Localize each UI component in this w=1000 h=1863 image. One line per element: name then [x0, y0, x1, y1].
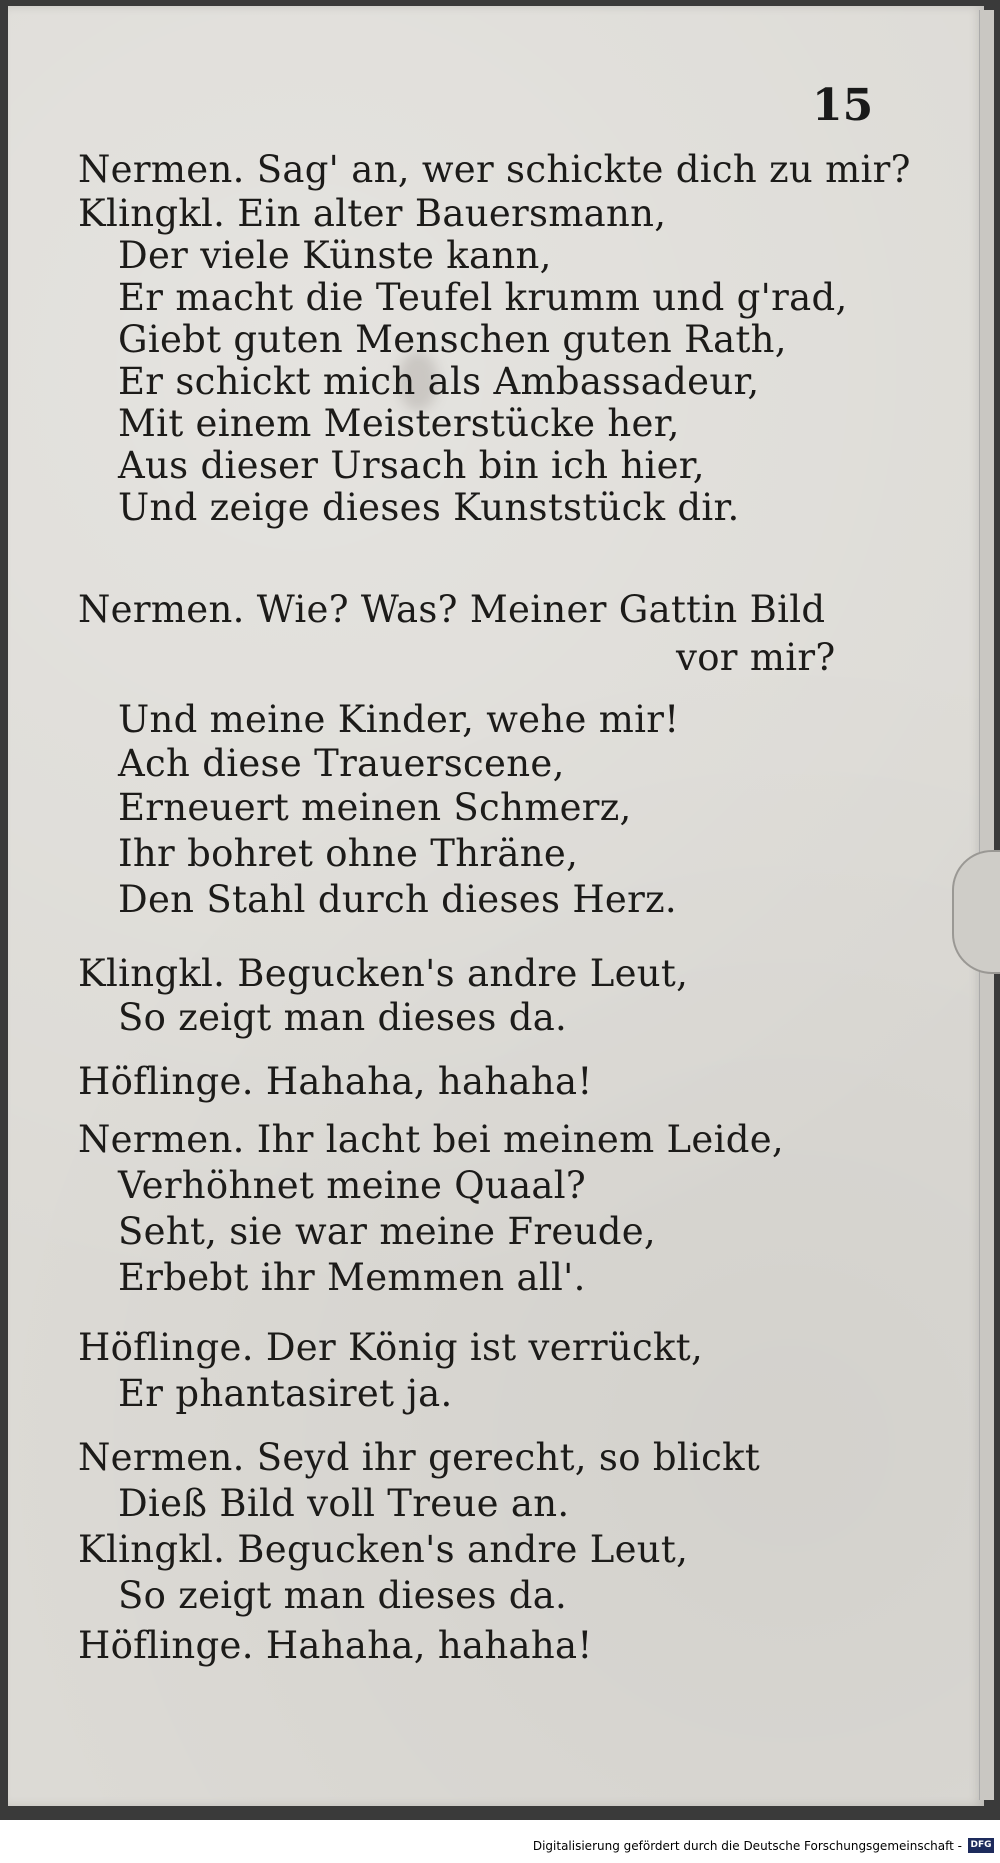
text-line: So zeigt man dieses da. — [118, 1574, 568, 1617]
text-line: Klingkl. Begucken's andre Leut, — [78, 1528, 689, 1571]
text-line: Höflinge. Hahaha, hahaha! — [78, 1060, 593, 1103]
text-line: Höflinge. Hahaha, hahaha! — [78, 1624, 593, 1667]
text-line: Nermen. Seyd ihr gerecht, so blickt — [78, 1436, 760, 1479]
text-line: vor mir? — [676, 636, 836, 679]
dfg-logo: DFG — [968, 1838, 994, 1853]
clip-tab — [952, 850, 1000, 974]
page-number: 15 — [812, 80, 874, 131]
text-line: Ihr bohret ohne Thräne, — [118, 832, 579, 875]
text-line: Nermen. Wie? Was? Meiner Gattin Bild — [78, 588, 826, 631]
text-line: So zeigt man dieses da. — [118, 996, 568, 1039]
text-line: Erneuert meinen Schmerz, — [118, 786, 632, 829]
text-line: Den Stahl durch dieses Herz. — [118, 878, 677, 921]
text-line: Seht, sie war meine Freude, — [118, 1210, 656, 1253]
text-line: Der viele Künste kann, — [118, 234, 552, 277]
text-line: Höflinge. Der König ist verrückt, — [78, 1326, 704, 1369]
footer-bar — [0, 1832, 1000, 1863]
text-line: Aus dieser Ursach bin ich hier, — [118, 444, 705, 487]
text-line: Nermen. Sag' an, wer schickte dich zu mir? — [78, 148, 911, 191]
text-line: Verhöhnet meine Quaal? — [118, 1164, 587, 1207]
text-line: Dieß Bild voll Treue an. — [118, 1482, 570, 1525]
text-line: Er macht die Teufel krumm und g'rad, — [118, 276, 848, 319]
text-line: Er phantasiret ja. — [118, 1372, 453, 1415]
text-line: Erbebt ihr Memmen all'. — [118, 1256, 586, 1299]
text-line: Er schickt mich als Ambassadeur, — [118, 360, 760, 403]
text-line: Mit einem Meisterstücke her, — [118, 402, 680, 445]
text-line: Und meine Kinder, wehe mir! — [118, 698, 680, 741]
text-line: Nermen. Ihr lacht bei meinem Leide, — [78, 1118, 784, 1161]
funding-credit: Digitalisierung gefördert durch die Deutsche Forschungsgemeinschaft - — [532, 1839, 962, 1853]
text-line: Giebt guten Menschen guten Rath, — [118, 318, 787, 361]
text-line: Klingkl. Ein alter Bauersmann, — [78, 192, 667, 235]
text-line: Und zeige dieses Kunststück dir. — [118, 486, 740, 529]
text-line: Klingkl. Begucken's andre Leut, — [78, 952, 689, 995]
text-line: Ach diese Trauerscene, — [118, 742, 565, 785]
